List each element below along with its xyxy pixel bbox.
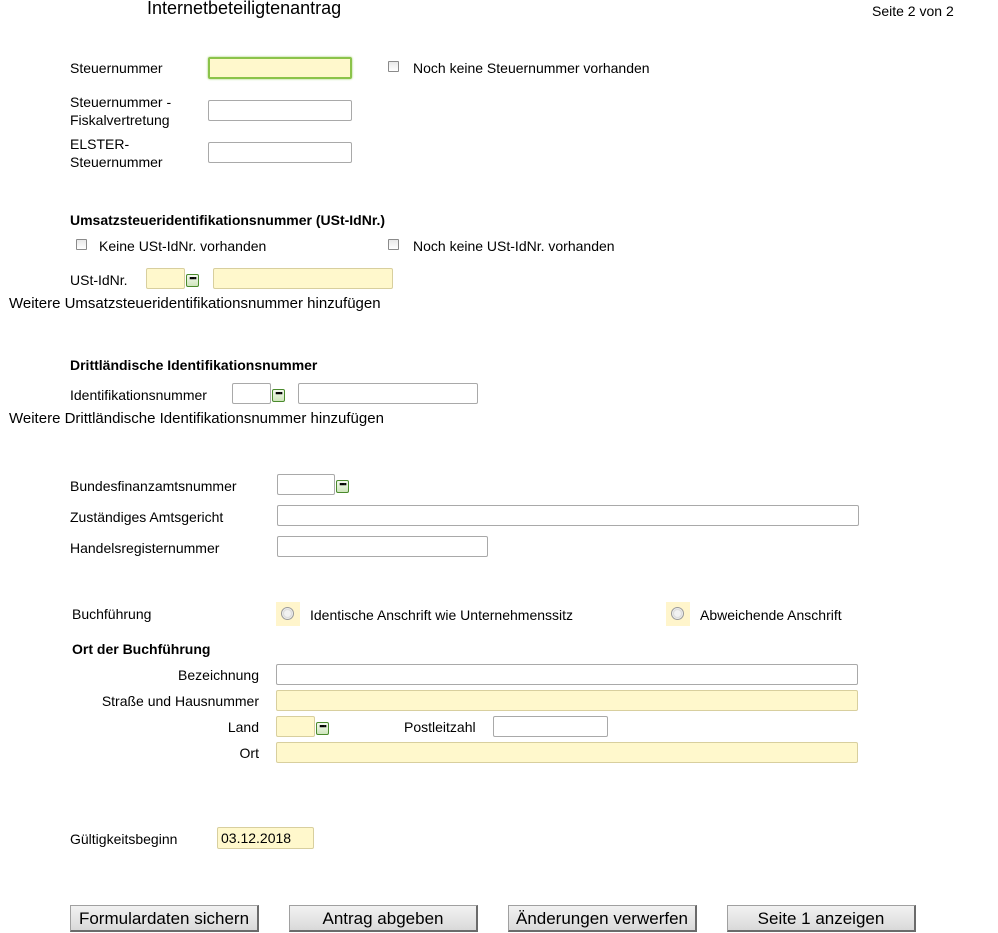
elster-label-line2: Steuernummer: [70, 154, 163, 170]
fiskal-steuernummer-input[interactable]: [208, 100, 352, 121]
buchfuehrung-label: Buchführung: [72, 606, 152, 622]
drittland-number-input[interactable]: [298, 383, 478, 404]
drittland-heading: Drittländische Identifikationsnummer: [70, 357, 318, 373]
strasse-label: Straße und Hausnummer: [101, 693, 259, 709]
hr-label: Handelsregisternummer: [70, 540, 220, 556]
page1-button[interactable]: Seite 1 anzeigen: [727, 905, 916, 932]
ust-number-input[interactable]: [213, 268, 393, 289]
drittland-field-label: Identifikationsnummer: [70, 387, 207, 403]
hr-input[interactable]: [277, 536, 488, 557]
strasse-input[interactable]: [276, 690, 858, 711]
noch-keine-ust-label: Noch keine USt-IdNr. vorhanden: [413, 238, 615, 254]
fiskal-label-line1: Steuernummer -: [70, 94, 172, 110]
radio-abweichend-circle[interactable]: [671, 607, 684, 620]
elster-steuernummer-input[interactable]: [208, 142, 352, 163]
lookup-icon[interactable]: ▪▪▪: [272, 389, 285, 402]
noch-keine-steuernummer-label: Noch keine Steuernummer vorhanden: [413, 60, 650, 76]
bezeichnung-input[interactable]: [276, 664, 858, 685]
fiskal-label-line2: Fiskalvertretung: [70, 112, 170, 128]
amtsgericht-label: Zuständiges Amtsgericht: [70, 509, 224, 525]
land-input[interactable]: [276, 716, 315, 737]
radio-identisch[interactable]: [276, 602, 300, 626]
ust-field-label: USt-IdNr.: [70, 272, 128, 288]
ort-input[interactable]: [276, 742, 858, 763]
page-title: Internetbeteiligtenantrag: [147, 0, 342, 18]
save-button[interactable]: Formulardaten sichern: [70, 905, 259, 932]
discard-button[interactable]: Änderungen verwerfen: [508, 905, 697, 932]
ust-heading: Umsatzsteueridentifikationsnummer (USt-IdNr.): [70, 212, 386, 228]
keine-ust-label: Keine USt-IdNr. vorhanden: [99, 238, 267, 254]
land-label: Land: [227, 719, 259, 735]
ort-label: Ort: [239, 745, 259, 761]
lookup-icon[interactable]: ▪▪▪: [336, 480, 349, 493]
lookup-icon[interactable]: ▪▪▪: [316, 722, 329, 735]
noch-keine-ust-checkbox[interactable]: [388, 239, 399, 250]
gueltigkeit-label: Gültigkeitsbeginn: [70, 831, 178, 847]
plz-label: Postleitzahl: [404, 719, 476, 735]
amtsgericht-input[interactable]: [277, 505, 859, 526]
bfa-label: Bundesfinanzamtsnummer: [70, 478, 237, 494]
noch-keine-steuernummer-checkbox[interactable]: [388, 61, 399, 72]
page-indicator: Seite 2 von 2: [872, 3, 954, 19]
add-drittland-link[interactable]: Weitere Drittländische Identifikationsnummer hinzufügen: [9, 410, 384, 427]
plz-input[interactable]: [493, 716, 608, 737]
bezeichnung-label: Bezeichnung: [178, 667, 259, 683]
ort-buchfuehrung-heading: Ort der Buchführung: [72, 641, 211, 657]
drittland-country-input[interactable]: [232, 383, 271, 404]
ust-country-input[interactable]: [146, 268, 185, 289]
radio-abweichend-label: Abweichende Anschrift: [700, 607, 842, 623]
elster-label-line1: ELSTER-: [70, 136, 130, 152]
add-ust-link[interactable]: Weitere Umsatzsteueridentifikationsnummer hinzufügen: [9, 295, 381, 312]
radio-identisch-label: Identische Anschrift wie Unternehmenssitz: [310, 607, 574, 623]
radio-abweichend[interactable]: [666, 602, 690, 626]
steuernummer-label: Steuernummer: [70, 60, 163, 76]
lookup-icon[interactable]: ▪▪▪: [186, 274, 199, 287]
keine-ust-checkbox[interactable]: [76, 239, 87, 250]
bfa-input[interactable]: [277, 474, 335, 495]
radio-identisch-circle[interactable]: [281, 607, 294, 620]
steuernummer-input[interactable]: [208, 57, 352, 79]
gueltigkeit-input[interactable]: [217, 827, 314, 849]
submit-button[interactable]: Antrag abgeben: [289, 905, 478, 932]
